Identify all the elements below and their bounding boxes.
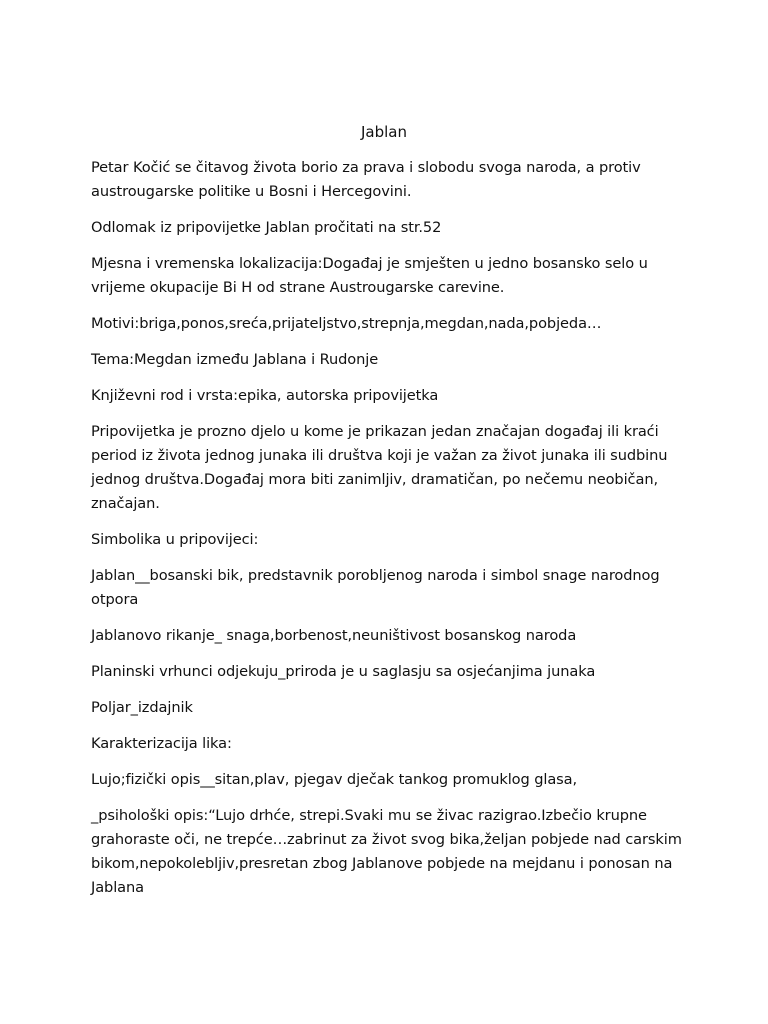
document-title: Jablan	[360, 123, 407, 141]
paragraph-psychological-description: _psihološki opis:“Lujo drhće, strepi.Svaki mu se živac razigrao.Izbečio krupne grahoraste oči, ne trepće…zabrinut za život svog bika,željan pobjede nad carskim bikom,nepokolebljiv,presretan zbog Jablanove pobjede na mejdanu i ponosan na Jablana	[91, 807, 682, 896]
paragraph-physical-description: Lujo;fizički opis__sitan,plav, pjegav dječak tankog promuklog glasa,	[91, 771, 578, 788]
paragraph-symbolism-heading: Simbolika u pripovijeci:	[91, 531, 259, 548]
paragraph-symbol-jablan: Jablan__bosanski bik, predstavnik porobljenog naroda i simbol snage narodnog otpora	[91, 567, 660, 608]
paragraph-theme: Tema:Megdan između Jablana i Rudonje	[91, 351, 379, 368]
paragraph-symbol-bellowing: Jablanovo rikanje_ snaga,borbenost,neuništivost bosanskog naroda	[91, 627, 577, 644]
paragraph-intro: Petar Kočić se čitavog života borio za prava i slobodu svoga naroda, a protiv austrougarske politike u Bosni i Hercegovini.	[91, 159, 641, 200]
paragraph-characterization-heading: Karakterizacija lika:	[91, 735, 232, 752]
paragraph-definition: Pripovijetka je prozno djelo u kome je prikazan jedan značajan događaj ili kraći period iz života jednog junaka ili društva koji je važan za život junaka ili sudbinu jednog društva.Događaj mora biti zanimljiv, dramatičan, po nečemu neobičan, značajan.	[91, 423, 668, 512]
paragraph-symbol-peaks: Planinski vrhunci odjekuju_priroda je u saglasju sa osjećanjima junaka	[91, 663, 596, 680]
document-body	[91, 156, 691, 912]
paragraph-genre: Književni rod i vrsta:epika, autorska pripovijetka	[91, 387, 439, 404]
paragraph-symbol-poljar: Poljar_izdajnik	[91, 699, 193, 716]
paragraph-excerpt-reference: Odlomak iz pripovijetke Jablan pročitati na str.52	[91, 219, 442, 236]
paragraph-setting: Mjesna i vremenska lokalizacija:Događaj je smješten u jedno bosansko selo u vrijeme okupacije Bi H od strane Austrougarske carevine.	[91, 255, 648, 296]
paragraph-motifs: Motivi:briga,ponos,sreća,prijateljstvo,strepnja,megdan,nada,pobjeda…	[91, 315, 602, 332]
